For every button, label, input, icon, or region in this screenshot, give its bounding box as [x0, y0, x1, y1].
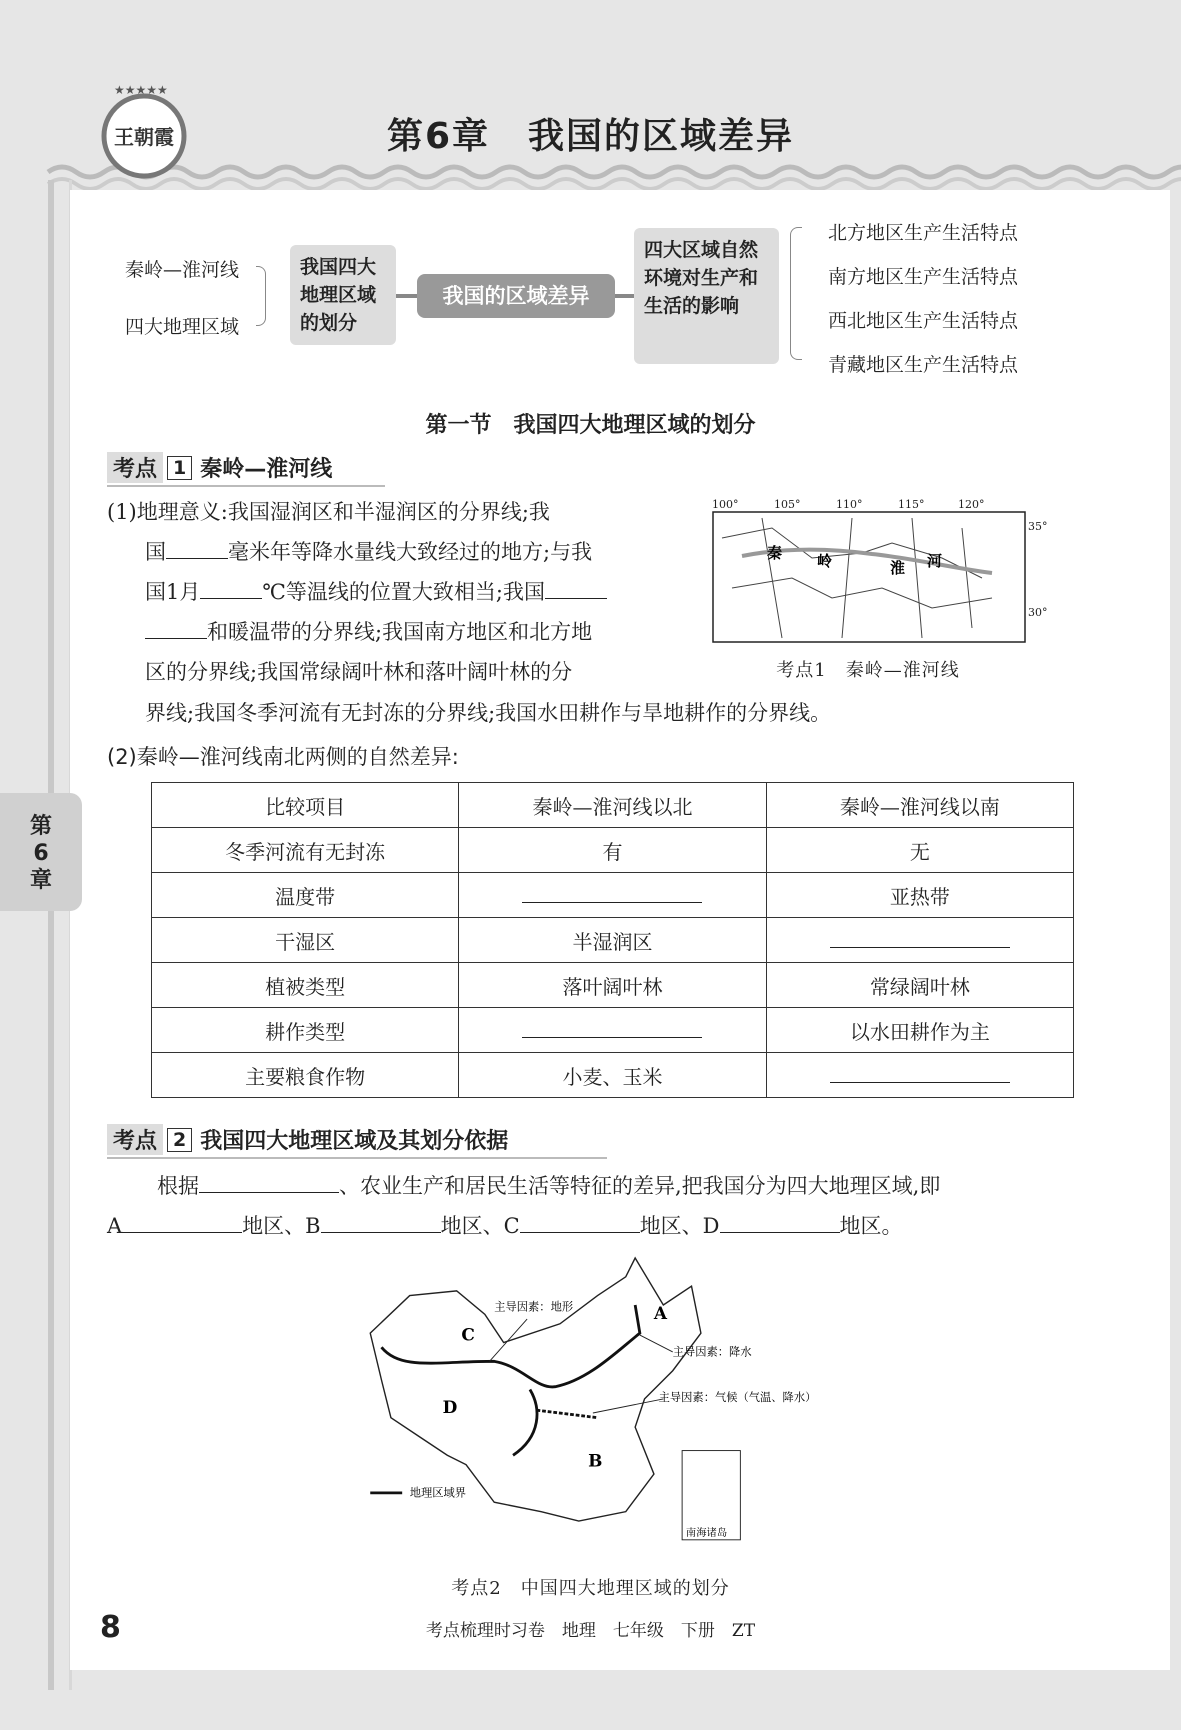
table-cell: 干湿区	[152, 918, 459, 963]
text-line: 国	[145, 540, 166, 564]
footer-text: 考点梳理时习卷 地理 七年级 下册 ZT	[425, 1621, 756, 1641]
china-regions-map	[350, 1258, 817, 1568]
table-header: 秦岭—淮河线以北	[459, 783, 766, 828]
kaodian2-paragraph	[107, 1166, 1087, 1246]
cm-left-item: 秦岭—淮河线	[125, 259, 240, 281]
table-blank-cell[interactable]	[766, 918, 1073, 963]
table-cell: 亚热带	[766, 873, 1073, 918]
region-label-a: A	[653, 1303, 668, 1324]
lon-label: 110°	[836, 498, 863, 511]
inset-label: 南海诸岛	[685, 1527, 728, 1540]
kaodian-title: 秦岭—淮河线	[200, 457, 333, 482]
comparison-table	[151, 782, 1074, 1098]
table-cell: 植被类型	[152, 963, 459, 1008]
kaodian2-heading	[107, 1124, 607, 1159]
kaodian-number: 1	[167, 456, 192, 480]
table-cell: 有	[459, 828, 766, 873]
map2-caption: 考点2 中国四大地理区域的划分	[451, 1578, 730, 1599]
text-line: 和暖温带的分界线;我国南方地区和北方地	[207, 620, 593, 644]
table-cell: 落叶阔叶林	[459, 963, 766, 1008]
lon-label: 120°	[958, 498, 985, 511]
wavy-border-left	[48, 180, 72, 1690]
fill-blank[interactable]	[122, 1207, 242, 1233]
table-cell: 常绿阔叶林	[766, 963, 1073, 1008]
text-line: 地区、D	[639, 1214, 720, 1238]
kaodian1-paragraph	[107, 492, 687, 692]
fill-blank[interactable]	[720, 1207, 840, 1233]
table-cell: 以水田耕作为主	[766, 1008, 1073, 1053]
lon-label: 100°	[712, 498, 739, 511]
map-note: 主导因素：降水	[672, 1345, 752, 1359]
cm-left-item: 四大地理区域	[125, 316, 240, 338]
text-line: ℃等温线的位置大致相当;我国	[262, 580, 545, 604]
table-header-row	[152, 783, 1074, 828]
fill-blank[interactable]	[321, 1207, 441, 1233]
cm-right-item: 青藏地区生产生活特点	[828, 354, 1019, 376]
place-label: 淮	[890, 559, 906, 577]
lat-label: 35°	[1028, 520, 1048, 533]
fill-blank[interactable]	[166, 533, 228, 559]
region-label-b: B	[588, 1450, 603, 1471]
table-cell: 小麦、玉米	[459, 1053, 766, 1098]
cm-right-item: 西北地区生产生活特点	[828, 310, 1019, 332]
cm-connector	[396, 294, 418, 298]
fill-blank[interactable]	[199, 1167, 339, 1193]
cm-right-item: 南方地区生产生活特点	[828, 266, 1019, 288]
text-line: 国1月	[145, 580, 201, 604]
fill-blank[interactable]	[145, 613, 207, 639]
map-note: 主导因素：地形	[494, 1300, 574, 1314]
table-row	[152, 1008, 1074, 1053]
text-line: 地区、C	[440, 1214, 520, 1238]
table-row	[152, 918, 1074, 963]
table-cell: 温度带	[152, 873, 459, 918]
region-label-d: D	[442, 1397, 458, 1417]
fill-blank[interactable]	[545, 573, 607, 599]
text-line: 区的分界线;我国常绿阔叶林和落叶阔叶林的分	[145, 660, 573, 684]
map-note: 主导因素：气候（气温、降水）	[658, 1390, 817, 1404]
kaodian1-subheading: (2)秦岭—淮河线南北两侧的自然差异:	[107, 745, 459, 769]
chapter-title: 第6章 我国的区域差异	[386, 116, 795, 157]
table-cell: 主要粮食作物	[152, 1053, 459, 1098]
table-header: 比较项目	[152, 783, 459, 828]
lon-label: 105°	[774, 498, 801, 511]
lon-label: 115°	[898, 498, 925, 511]
place-label: 岭	[817, 552, 833, 570]
text-line: 界线;我国冬季河流有无封冻的分界线;我国水田耕作与旱地耕作的分界线。	[145, 701, 832, 725]
text-line: 、农业生产和居民生活等特征的差异,把我国分为四大地理区域,即	[339, 1174, 941, 1198]
section-title: 第一节 我国四大地理区域的划分	[425, 413, 756, 438]
cm-center: 我国的区域差异	[417, 274, 615, 318]
kaodian-label: 考点	[107, 1124, 163, 1155]
table-header: 秦岭—淮河线以南	[766, 783, 1073, 828]
svg-text:★★★★★: ★★★★★	[114, 83, 168, 97]
cm-box-impact: 四大区域自然环境对生产和生活的影响	[634, 228, 779, 364]
tab-char: 6	[33, 841, 49, 866]
text-line: A	[107, 1214, 123, 1238]
table-cell: 无	[766, 828, 1073, 873]
cm-bracket	[790, 227, 802, 360]
table-blank-cell[interactable]	[459, 1008, 766, 1053]
text-line: (1)地理意义:我国湿润区和半湿润区的分界线;我	[107, 500, 550, 524]
chapter-side-tab	[0, 793, 82, 911]
map1-caption: 考点1 秦岭—淮河线	[776, 660, 960, 681]
table-blank-cell[interactable]	[459, 873, 766, 918]
kaodian-title: 我国四大地理区域及其划分依据	[200, 1129, 509, 1154]
fill-blank[interactable]	[520, 1207, 640, 1233]
fill-blank[interactable]	[200, 573, 262, 599]
kaodian1-heading	[107, 452, 385, 487]
table-cell: 半湿润区	[459, 918, 766, 963]
table-blank-cell[interactable]	[766, 1053, 1073, 1098]
table-row	[152, 963, 1074, 1008]
text-line: 毫米年等降水量线大致经过的地方;与我	[228, 540, 593, 564]
map-legend-text: 地理区域界	[409, 1486, 467, 1500]
cm-bracket	[256, 266, 266, 326]
table-row	[152, 873, 1074, 918]
cm-box-division: 我国四大地理区域的划分	[290, 245, 396, 345]
table-row	[152, 1053, 1074, 1098]
text-line: 地区。	[839, 1214, 903, 1238]
lat-label: 30°	[1028, 606, 1048, 619]
text-line: 根据	[157, 1174, 199, 1198]
table-cell: 冬季河流有无封冻	[152, 828, 459, 873]
tab-char: 章	[29, 868, 52, 893]
text-line: 地区、B	[242, 1214, 321, 1238]
table-cell: 耕作类型	[152, 1008, 459, 1053]
cm-right-item: 北方地区生产生活特点	[828, 222, 1019, 244]
region-label-c: C	[461, 1324, 475, 1345]
table-row	[152, 828, 1074, 873]
svg-text:王朝霞: 王朝霞	[114, 125, 174, 149]
place-label: 秦	[767, 544, 783, 562]
page-number: 8	[100, 1610, 121, 1645]
place-label: 河	[927, 552, 943, 570]
qinling-huaihe-map	[712, 498, 1048, 646]
cm-connector	[615, 294, 635, 298]
tab-char: 第	[29, 814, 52, 839]
kaodian-label: 考点	[107, 452, 163, 483]
kaodian-number: 2	[167, 1128, 192, 1152]
